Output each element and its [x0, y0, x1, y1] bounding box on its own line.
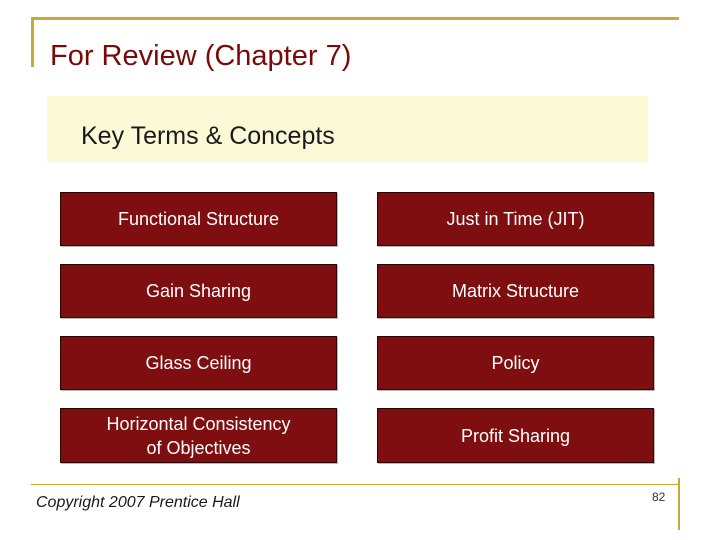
term-box-matrix-structure: Matrix Structure	[377, 264, 654, 318]
copyright-notice: Copyright 2007 Prentice Hall	[36, 494, 240, 511]
term-box-gain-sharing: Gain Sharing	[60, 264, 337, 318]
subtitle-banner	[47, 96, 648, 162]
footer-rule	[31, 484, 679, 485]
page-number: 82	[652, 490, 666, 504]
top-accent-rule	[31, 17, 679, 20]
subtitle-text: Key Terms & Concepts	[81, 122, 335, 150]
footer-vertical-rule	[678, 478, 680, 530]
slide-title: For Review (Chapter 7)	[50, 40, 352, 72]
term-box-just-in-time: Just in Time (JIT)	[377, 192, 654, 246]
term-box-glass-ceiling: Glass Ceiling	[60, 336, 337, 390]
term-box-functional-structure: Functional Structure	[60, 192, 337, 246]
term-box-profit-sharing: Profit Sharing	[377, 408, 654, 463]
term-box-policy: Policy	[377, 336, 654, 390]
left-accent-rule	[31, 17, 34, 67]
term-box-horizontal-consistency: Horizontal Consistency of Objectives	[60, 408, 337, 463]
